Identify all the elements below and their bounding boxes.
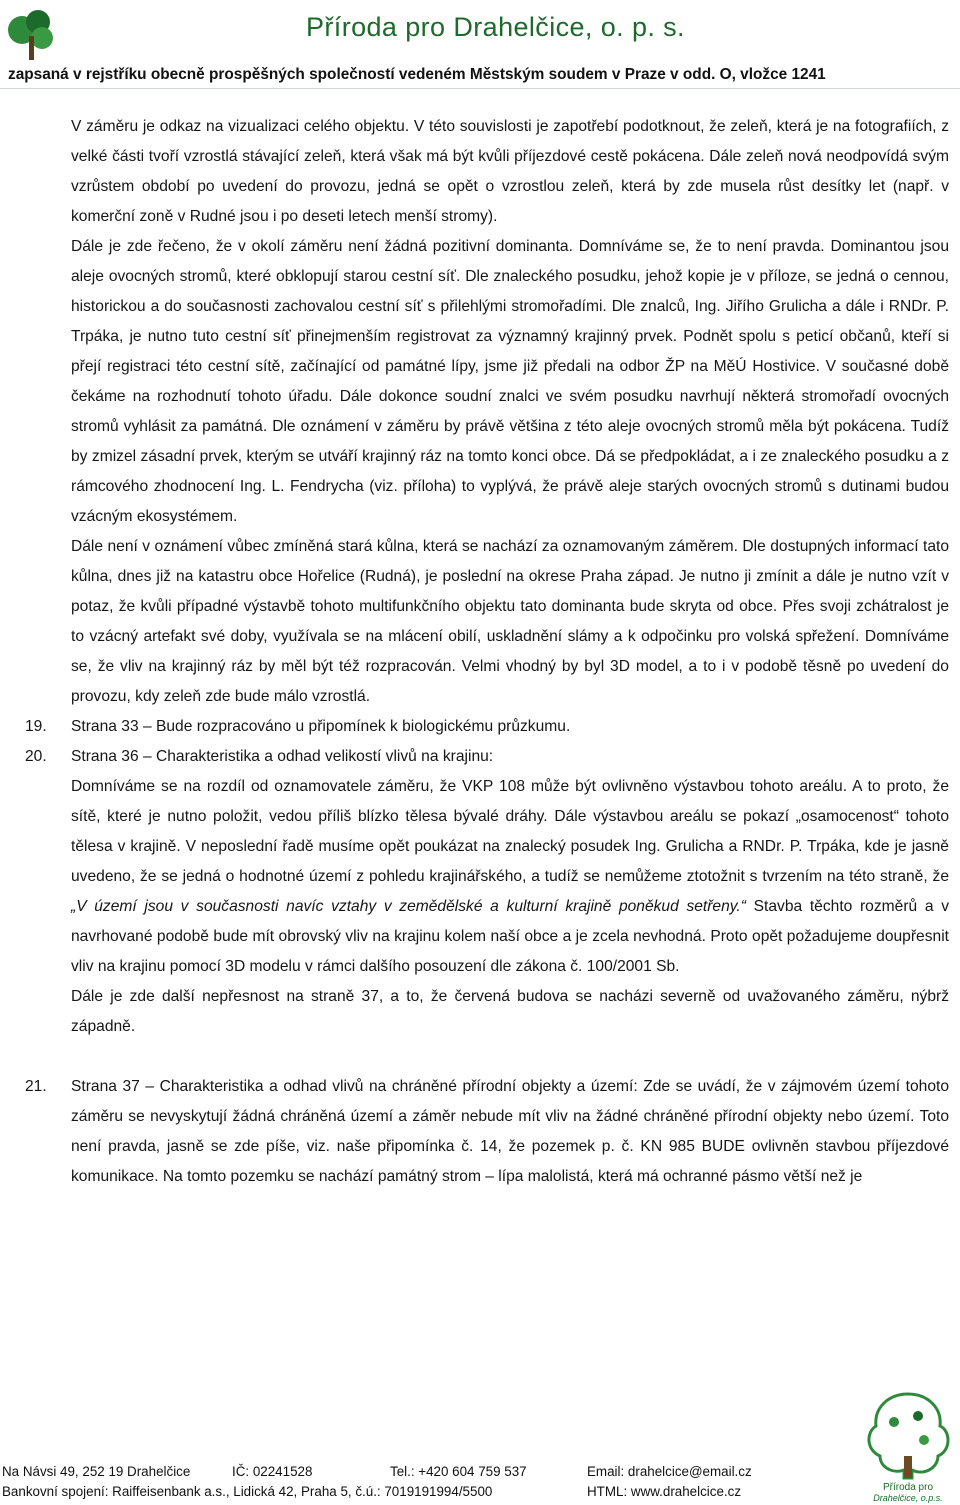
spacer [71, 1042, 949, 1072]
list-item-paragraph [71, 772, 949, 982]
paragraph-shed: Dále není v oznámení vůbec zmíněná stará kůlna, která se nachází za oznamovaným záměrem. Dle dostupných informací tato kůlna, dnes již na katastru obce Hořelice (Rudná), je poslední na okrese Praha západ. Je nutno ji zmínit a dále je nutno vzít v potaz, že kvůli případné výstavbě tohoto multifunkčního objektu tato dominanta bude skryta od obce. Přes svoji zchátralost je to vzácný artefakt své doby, využívala se na mlácení obilí, uskladnění slámy a k odpočinku pro volská spřežení. Domníváme se, že vliv na krajinný ráz by měl být též rozpracován. Velmi vhodný by byl 3D model, a to i v podobě těsně po uvedení do provozu, kdy zeleň zde bude málo vzrostlá. [71, 538, 949, 705]
footer-bank: Bankovní spojení: Raiffeisenbank a.s., Lidická 42, Praha 5, č.ú.: 7019191994/5500 [2, 1484, 493, 1499]
list-item-21 [25, 1072, 949, 1192]
list-item-heading: Strana 36 – Charakteristika a odhad velikostí vlivů na krajinu: [71, 748, 494, 765]
tree-leaf-logo-icon [0, 0, 62, 62]
document-body [25, 112, 949, 1192]
page-footer [0, 1462, 960, 1505]
list-item-19 [25, 712, 949, 742]
list-item-20 [25, 742, 949, 1042]
registry-line: zapsaná v rejstříku obecně prospěšných společností vedeném Městským soudem v Praze v odd. O, vložce 1241 [8, 66, 826, 83]
footer-phone: Tel.: +420 604 759 537 [390, 1464, 527, 1479]
list-number: 19. [25, 718, 47, 735]
list-item-text: Strana 37 – Charakteristika a odhad vlivů na chráněné přírodní objekty a území: Zde se uvádí, že v zájmovém území tohoto záměru se nevyskytují žádná chráněná území a záměr nebude mít vliv na žádné chráněné přírodní objekty nebo území. Toto není pravda, jasně se zde píše, viz. naše připomínka č. 14, že pozemek p. č. KN 985 BUDE ovlivněn stavbou příjezdové komunikace. Na tomto pozemku se nachází památný strom – lípa malolistá, která má ochranné pásmo větší než je [71, 1078, 949, 1185]
list-item-text: Strana 33 – Bude rozpracováno u připomínek k biologickému průzkumu. [71, 718, 571, 735]
paragraph-start: Domníváme se na rozdíl od oznamovatele záměru, že VKP 108 může být ovlivněno výstavbou tohoto areálu. A to proto, že sítě, které je nutno položit, vedou příliš blízko tělesa bývalé dráhy. Dále výstavbou areálu se pokazí „osamocenost“ tohoto tělesa v krajině. V neposlední řadě musíme opět poukázat na znalecký posudek Ing. Grulicha a RNDr. P. Trpáka, kde je jasně uvedeno, že se jedná o hodnotné území z pohledu krajinářského, a tudíž se nemůžeme ztotožnit s tvrzením na této straně, že [71, 778, 949, 885]
quoted-claim: „V území jsou v současnosti navíc vztahy v zemědělské a kulturní krajině poněkud setřeny.“ [71, 898, 746, 915]
footer-website[interactable]: HTML: www.drahelcice.cz [587, 1484, 742, 1499]
organization-name: Příroda pro Drahelčice, o. p. s. [306, 12, 685, 42]
list-item-paragraph-2: Dále je zde další nepřesnost na straně 37, a to, že červená budova se nacházi severně od uvažovaného záměru, nýbrž západně. [71, 988, 949, 1035]
logo-text-line-1: Příroda pro [882, 1482, 934, 1493]
logo-text-line-2: Drahelčice, o.p.s. [873, 1493, 943, 1503]
paragraph-end: Stavba těchto rozměrů a v navrhované podobě bude mít obrovský vliv na krajinu kolem naší obce a je zcela nevhodná. Proto opět požadujeme doupřesnit vliv na krajinu pomocí 3D modelu v rámci dalšího posouzení dle zákona č. 100/2001 Sb. [71, 898, 949, 975]
footer-address: Na Návsi 49, 252 19 Drahelčice [2, 1464, 191, 1479]
footer-ic: IČ: 02241528 [232, 1464, 313, 1479]
list-number: 20. [25, 748, 47, 765]
footer-email[interactable]: Email: drahelcice@email.cz [587, 1464, 752, 1479]
page-header [0, 0, 960, 92]
list-number: 21. [25, 1078, 47, 1095]
paragraph-dominant: Dále je zde řečeno, že v okolí záměru není žádná pozitivní dominanta. Domníváme se, že to není pravda. Dominantou jsou aleje ovocných stromů, které obklopují starou cestní síť. Dle znaleckého posudku, jehož kopie je v příloze, se jedná o cennou, historickou a do současnosti zachovalou cestní síť s přilehlými stromořadími. Dle znalců, Ing. Jiřího Grulicha a dále i RNDr. P. Trpáka, je nutno tuto cestní síť přinejmenším registrovat za významný krajinný prvek. Podnět spolu s peticí občanů, kteří si přejí registraci této cestní sítě, začínající od památné lípy, jsme již předali na odbor ŽP na MěÚ Hostivice. V současné době čekáme na rozhodnutí tohoto úřadu. Dále dokonce soudní znalci ve svém posudku navrhují některá stromořadí ovocných stromů vyhlásit za památná. Dle oznámení v záměru by právě většina z této aleje ovocných stromů měla být pokácena. Tudíž by zmizel zásadní prvek, kterým se utváří krajinný ráz na tomto konci obce. Dá se předpokládat, a i ze znaleckého posudku a z rámcového zhodnocení Ing. L. Fendrycha (viz. příloha) to vyplývá, že právě aleje starých ovocných stromů s dutinami budou vzácným ekosystémem. [71, 238, 949, 525]
header-divider [0, 88, 960, 89]
paragraph-visualization: V záměru je odkaz na vizualizaci celého objektu. V této souvislosti je zapotřebí podotknout, že zeleň, která je na fotografiích, z velké části tvoří vzrostlá stávající zeleň, která však má být kvůli příjezdové cestě pokácena. Dále zeleň nová neodpovídá svým vzrůstem období po uvedení do provozu, jedná se opět o vzrostlou zeleň, která by zde musela růst desítky let (např. v komerční zoně v Rudné jsou i po deseti letech menší stromy). [71, 118, 949, 225]
